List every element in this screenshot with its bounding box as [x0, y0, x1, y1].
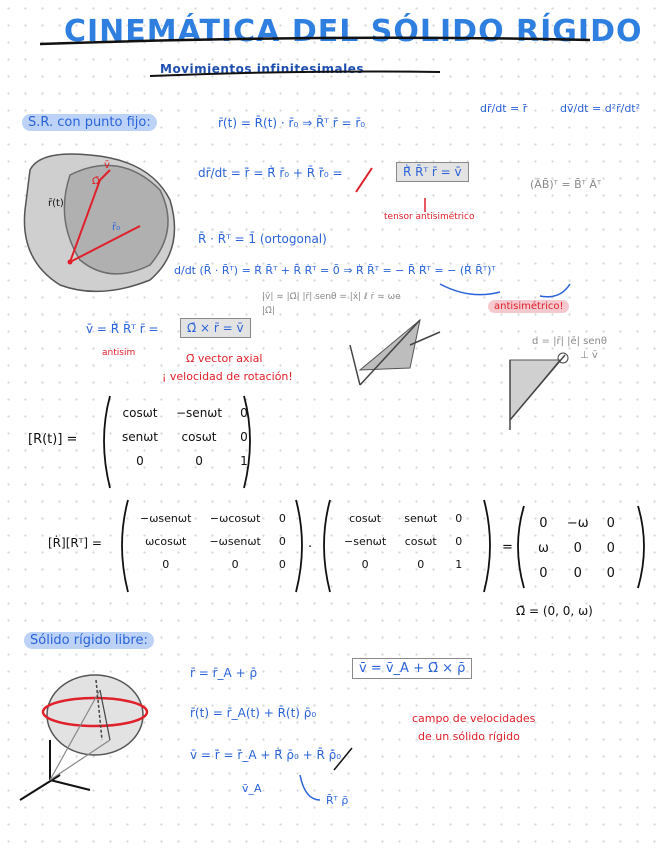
matrix-a-cell: 0 [278, 512, 286, 525]
eq-position: r̄(t) = R̄(t) · r̄₀ ⇒ R̄ᵀ r̄ = r̄₀ [218, 116, 366, 130]
matrix-b-cell: cosωt [349, 512, 382, 525]
matrix-b-cell: 0 [455, 512, 463, 525]
matrix-r-cell: 1 [240, 454, 248, 468]
omega-vector: Ω̄ = (0, 0, ω) [516, 604, 593, 618]
antisim-short-label: antisim [102, 348, 136, 358]
matrix-c-cell: 0 [606, 516, 615, 531]
matrix-b-cell: −senωt [344, 535, 387, 548]
matrix-r-cell: 0 [240, 430, 248, 444]
cross-norm-note: |v̄| = |Ω̄| |r̄| senθ = |ẋ| ℓ ṙ = ωe [262, 292, 401, 302]
section-free-body-heading: Sólido rígido libre: [24, 632, 154, 649]
axial-vector-label: Ω̄ vector axial [186, 352, 263, 365]
page-subtitle: Movimientos infinitesimales [160, 62, 364, 76]
subtitle-strike-line [150, 72, 440, 77]
matrix-a-cell: −ωcosωt [209, 512, 261, 525]
label-omega: Ω̄ [92, 176, 100, 187]
cross-norm-note-2: |Ω̄| [262, 306, 275, 316]
matrix-r-cell: 0 [195, 454, 203, 468]
matrix-c-cell: 0 [539, 516, 548, 531]
matrix-c-cell: −ω [566, 516, 589, 531]
eq-derivative-identity: d/dt (R̄ · R̄ᵀ) = Ṙ̄ R̄ᵀ + R̄ Ṙ̄ᵀ = 0̄ ⇒ Ṙ̄ R̄ᵀ = − R̄ Ṙ̄ᵀ = − (Ṙ̄ R̄ᵀ)ᵀ [174, 264, 496, 277]
matrix-a-cell: −ωsenωt [140, 512, 192, 525]
section-fixed-point-heading: S.R. con punto fijo: [22, 114, 157, 131]
velocity-field-note-1: campo de velocidades [412, 712, 536, 725]
matrix-c-table [528, 510, 625, 587]
matrix-a-cell: 0 [278, 535, 286, 548]
eq-velocity-derivative: dr̄/dt = ṙ̄ = Ṙ̄ r̄₀ + R̄ ṙ̄₀ = [198, 166, 343, 180]
velocity-field-note-2: de un sólido rígido [418, 730, 520, 743]
eq-v-box: Ω̄ × r̄ = v̄ [180, 318, 251, 338]
matrix-a-cell: −ωsenωt [209, 535, 261, 548]
transpose-rule: (ĀB̄)ᵀ = B̄ᵀ Āᵀ [530, 178, 602, 191]
eq-free-velocity-va: v̄_A [242, 782, 262, 795]
matrix-b-cell: 1 [455, 558, 463, 571]
velocity-field-box: v̄ = v̄_A + Ω̄ × ρ̄ [352, 658, 472, 679]
matrix-dot: · [308, 540, 313, 555]
label-v: v̄ [104, 160, 110, 171]
matrix-r-cell: −senωt [176, 406, 223, 420]
rigid-body-diagram-2 [20, 675, 147, 800]
matrix-c-cell: 0 [573, 541, 582, 556]
matrix-a-table [130, 506, 296, 577]
matrix-a-cell: ωcosωt [145, 535, 187, 548]
matrix-equals: = [502, 540, 513, 555]
orthogonal-relation: R̄ · R̄ᵀ = 1̄ (ortogonal) [198, 232, 327, 246]
matrix-b-cell: 0 [417, 558, 425, 571]
matrix-r-label: [R(t)] = [28, 432, 78, 447]
eq-free-velocity-rt: R̄ᵀ ρ̄ [326, 794, 349, 807]
distance-formula: d = |r̄| |ē| senθ [532, 336, 607, 347]
rigid-body-diagram-1 [24, 154, 174, 291]
eq-free-position: r̄ = r̄_A + ρ̄ [190, 666, 258, 680]
matrix-c-cell: ω [538, 541, 549, 556]
distance-formula-2: ⊥ v̄ [580, 350, 598, 361]
matrix-product-label: [Ṙ][Rᵀ] = [48, 536, 102, 550]
matrix-a-cell: 0 [278, 558, 286, 571]
matrix-r-cell: 0 [136, 454, 144, 468]
matrix-a-cell: 0 [231, 558, 239, 571]
antisym-label: antisimétrico! [488, 300, 569, 313]
eq-v-expression: v̄ = Ṙ̄ R̄ᵀ r̄ = [86, 322, 159, 336]
tensor-label: tensor antisimétrico [384, 212, 475, 222]
matrix-c-cell: 0 [606, 541, 615, 556]
label-r-t: r̄(t) [48, 198, 64, 209]
eq-free-velocity: v̄ = ṙ̄ = ṙ̄_A + Ṙ̄ ρ̄₀ + R̄ ρ̄̇₀ [190, 748, 342, 762]
label-r0: r̄₀ [112, 222, 121, 233]
matrix-r-cell: cosωt [122, 406, 158, 420]
eq-velocity-box: Ṙ̄ R̄ᵀ r̄ = v̄ [396, 162, 469, 182]
eq-deriv-note-2: dv̄/dt = d²r̄/dt² [560, 102, 641, 115]
matrix-c-cell: 0 [539, 566, 548, 581]
title-strike-line [40, 38, 590, 44]
matrix-a-cell: 0 [162, 558, 170, 571]
cross-product-diagram [350, 320, 440, 385]
matrix-r-cell: senωt [122, 430, 158, 444]
matrix-r-cell: cosωt [181, 430, 217, 444]
eq-deriv-note-1: dr̄/dt = ṙ̄ [480, 102, 528, 115]
matrix-b-cell: senωt [404, 512, 438, 525]
matrix-c-cell: 0 [573, 566, 582, 581]
matrix-b-cell: 0 [455, 535, 463, 548]
page-title: CINEMÁTICA DEL SÓLIDO RÍGIDO [64, 14, 643, 49]
matrix-c-cell: 0 [606, 566, 615, 581]
matrix-b-table [334, 506, 472, 577]
matrix-r-cell: 0 [240, 406, 248, 420]
matrix-b-cell: cosωt [404, 535, 437, 548]
matrix-b-cell: 0 [361, 558, 369, 571]
distance-diagram [510, 353, 568, 430]
eq-free-position-t: r̄(t) = r̄_A(t) + R̄(t) ρ̄₀ [190, 706, 317, 720]
matrix-r-table [112, 400, 258, 474]
angular-velocity-label: ¡ velocidad de rotación! [162, 370, 293, 383]
